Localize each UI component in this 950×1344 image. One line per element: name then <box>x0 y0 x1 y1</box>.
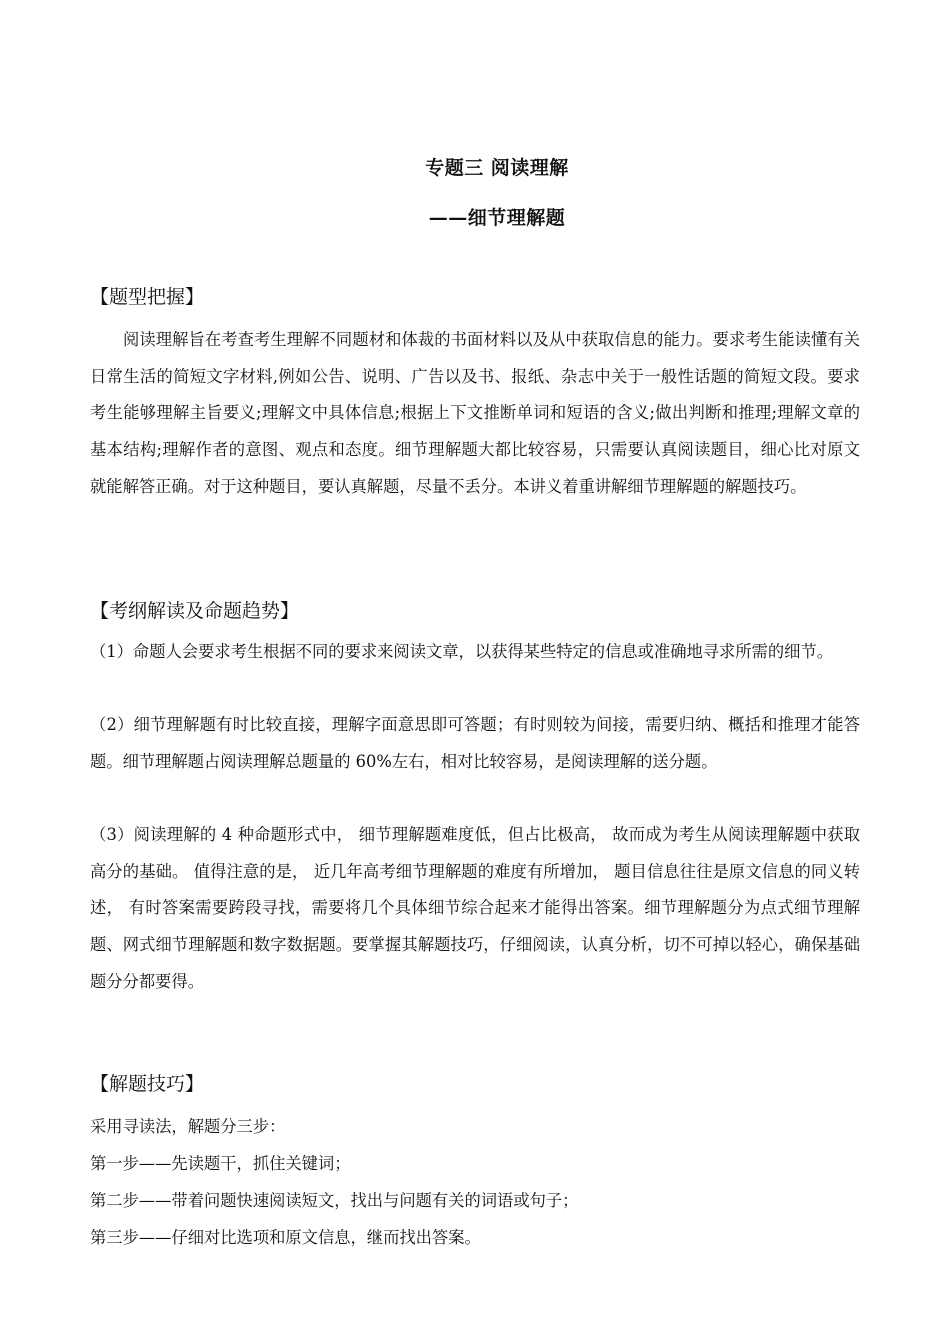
syllabus-item-1: （1）命题人会要求考生根据不同的要求来阅读文章，以获得某些特定的信息或准确地寻求所需的细节。 <box>90 642 834 661</box>
section-heading-syllabus: 【考纲解读及命题趋势】 <box>90 600 300 622</box>
section-heading-techniques: 【解题技巧】 <box>90 1073 205 1095</box>
syllabus-item-3: （3）阅读理解的 4 种命题形式中， 细节理解题难度低，但占比极高， 故而成为考生从阅读理解题中获取高分的基础。 值得注意的是， 近几年高考细节理解题的难度有所增加， 题目信息往往是原文信息的同义转述， 有时答案需要跨段寻找，需要将几个具体细节综合起来才能得出答案。细节理解题分为点式细节理解题、网式细节理解题和数字数据题。要掌握其解题技巧，仔细阅读，认真分析，切不可掉以轻心，确保基础题分分都要得。 <box>90 825 860 991</box>
document-subtitle: ——细节理解题 <box>428 207 566 229</box>
syllabus-item-2: （2）细节理解题有时比较直接，理解字面意思即可答题；有时则较为间接，需要归纳、概括和推理才能答题。细节理解题占阅读理解总题量的 60%左右，相对比较容易，是阅读理解的送分题。 <box>90 715 860 771</box>
section-paragraph-question-type: 阅读理解旨在考查考生理解不同题材和体裁的书面材料以及从中获取信息的能力。要求考生能读懂有关日常生活的简短文字材料,例如公告、说明、广告以及书、报纸、杂志中关于一般性话题的简短文段。要求考生能够理解主旨要义;理解文中具体信息;根据上下文推断单词和短语的含义;做出判断和推理;理解文章的基本结构;理解作者的意图、观点和态度。细节理解题大都比较容易，只需要认真阅读题目，细心比对原文就能解答正确。对于这种题目，要认真解题，尽量不丢分。本讲义着重讲解细节理解题的解题技巧。 <box>90 330 860 496</box>
technique-line-intro: 采用寻读法，解题分三步： <box>90 1117 286 1136</box>
technique-step-2: 第二步——带着问题快速阅读短文，找出与问题有关的词语或句子； <box>90 1191 579 1210</box>
document-title: 专题三 阅读理解 <box>425 157 569 179</box>
technique-step-1: 第一步——先读题干，抓住关键词； <box>90 1154 351 1173</box>
technique-step-3: 第三步——仔细对比选项和原文信息，继而找出答案。 <box>90 1228 481 1247</box>
section-heading-question-type: 【题型把握】 <box>90 286 205 308</box>
